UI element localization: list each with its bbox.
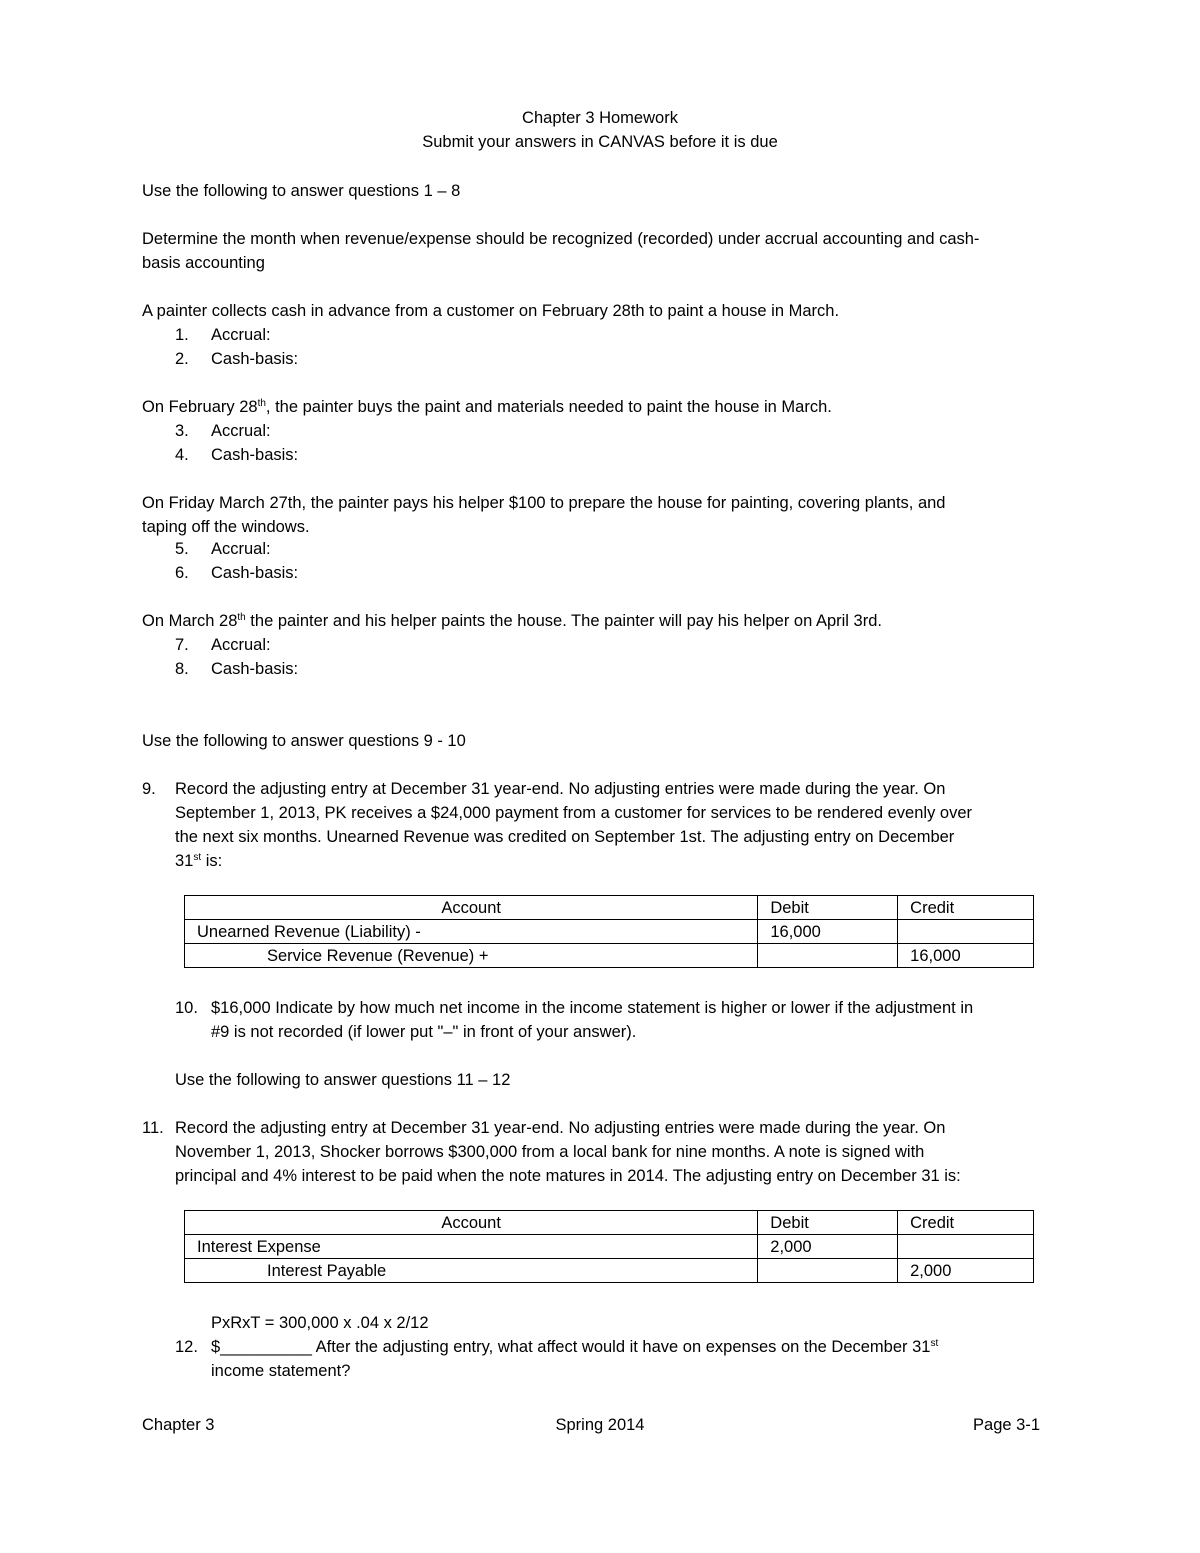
- account-cell: Interest Payable: [185, 1259, 758, 1283]
- item-label: Accrual:: [211, 326, 271, 344]
- page-title: Chapter 3 Homework: [522, 109, 678, 127]
- scenario-2-suffix: , the painter buys the paint and materials needed to paint the house in March.: [265, 398, 832, 416]
- table-row: [185, 920, 1034, 944]
- page-subtitle: Submit your answers in CANVAS before it is due: [422, 133, 778, 151]
- section-intro-1-8: Use the following to answer questions 1 – 8: [142, 182, 461, 200]
- section-intro-9-10: Use the following to answer questions 9 - 10: [142, 732, 466, 750]
- header-credit: Credit: [898, 896, 1034, 920]
- credit-cell: 2,000: [898, 1259, 1034, 1283]
- item-number: 2.: [175, 350, 189, 368]
- debit-cell: 16,000: [758, 920, 898, 944]
- question-10-number: 10.: [175, 999, 198, 1017]
- scenario-2: [142, 395, 832, 419]
- item-label: Accrual:: [211, 636, 271, 654]
- item-number: 8.: [175, 660, 189, 678]
- item-number: 4.: [175, 446, 189, 464]
- scenario-3-line-2: taping off the windows.: [142, 518, 310, 536]
- table-header-row: [185, 896, 1034, 920]
- q9-line-4-suffix: is:: [201, 852, 223, 870]
- scenario-4-suffix: the painter and his helper paints the house. The painter will pay his helper on April 3rd.: [245, 612, 882, 630]
- item-number: 3.: [175, 422, 189, 440]
- question-11-line-2: November 1, 2013, Shocker borrows $300,000 from a local bank for nine months. A note is signed with: [175, 1143, 925, 1161]
- question-9-line-2: September 1, 2013, PK receives a $24,000 payment from a customer for services to be rendered evenly over: [175, 804, 973, 822]
- section-intro-11-12: Use the following to answer questions 11 – 12: [175, 1071, 511, 1089]
- scenario-4-prefix: On March 28: [142, 612, 238, 630]
- credit-cell: [898, 920, 1034, 944]
- question-12-line-1: [211, 1335, 938, 1359]
- q12-line-1-sup: st: [930, 1338, 939, 1349]
- question-9-line-3: the next six months. Unearned Revenue was credited on September 1st. The adjusting entry on December: [175, 828, 955, 846]
- question-9-number: 9.: [142, 780, 156, 798]
- debit-cell: [758, 944, 898, 968]
- question-12-number: 12.: [175, 1338, 198, 1356]
- question-9-line-4: [175, 849, 222, 873]
- header-debit: Debit: [758, 1211, 898, 1235]
- footer-page-number: Page 3-1: [973, 1416, 1040, 1434]
- question-11-number: 11.: [142, 1119, 164, 1137]
- item-number: 5.: [175, 540, 189, 558]
- header-account: Account: [185, 1211, 758, 1235]
- item-number: 1.: [175, 326, 189, 344]
- scenario-4: [142, 609, 882, 633]
- account-cell: Unearned Revenue (Liability) -: [185, 920, 758, 944]
- item-label: Accrual:: [211, 422, 271, 440]
- journal-entry-table-q11: [184, 1210, 1034, 1283]
- credit-cell: 16,000: [898, 944, 1034, 968]
- header-account: Account: [185, 896, 758, 920]
- item-label: Cash-basis:: [211, 564, 299, 582]
- item-label: Cash-basis:: [211, 446, 299, 464]
- scenario-2-prefix: On February 28: [142, 398, 258, 416]
- table-row: [185, 944, 1034, 968]
- debit-cell: [758, 1259, 898, 1283]
- footer-chapter: Chapter 3: [142, 1416, 215, 1434]
- q9-line-4-sup: st: [193, 852, 202, 863]
- instruction-line-2: basis accounting: [142, 254, 265, 272]
- question-10-line-1: $16,000 Indicate by how much net income in the income statement is higher or lower if the adjustment in: [211, 999, 974, 1017]
- question-9-line-1: Record the adjusting entry at December 31 year-end. No adjusting entries were made during the year. On: [175, 780, 946, 798]
- item-label: Accrual:: [211, 540, 271, 558]
- account-cell: Service Revenue (Revenue) +: [185, 944, 758, 968]
- journal-entry-table-q9: [184, 895, 1034, 968]
- credit-cell: [898, 1235, 1034, 1259]
- table-header-row: [185, 1211, 1034, 1235]
- question-10-line-2: #9 is not recorded (if lower put "–" in front of your answer).: [211, 1023, 637, 1041]
- item-number: 7.: [175, 636, 189, 654]
- scenario-2-sup: th: [257, 398, 266, 409]
- footer-term: Spring 2014: [555, 1416, 645, 1434]
- item-number: 6.: [175, 564, 189, 582]
- q12-line-1-prefix: $__________ After the adjusting entry, what affect would it have on expenses on the December 31: [211, 1338, 931, 1356]
- account-cell: Interest Expense: [185, 1235, 758, 1259]
- scenario-1: A painter collects cash in advance from a customer on February 28th to paint a house in March.: [142, 302, 840, 320]
- question-12-line-2: income statement?: [211, 1362, 351, 1380]
- interest-formula: PxRxT = 300,000 x .04 x 2/12: [211, 1314, 429, 1332]
- q9-line-4-prefix: 31: [175, 852, 194, 870]
- table-row: [185, 1259, 1034, 1283]
- instruction-line-1: Determine the month when revenue/expense should be recognized (recorded) under accrual accounting and cash-: [142, 230, 980, 248]
- question-11-line-1: Record the adjusting entry at December 31 year-end. No adjusting entries were made during the year. On: [175, 1119, 946, 1137]
- scenario-4-sup: th: [237, 612, 246, 623]
- question-11-line-3: principal and 4% interest to be paid when the note matures in 2014. The adjusting entry on December 31 is:: [175, 1167, 961, 1185]
- table-row: [185, 1235, 1034, 1259]
- item-label: Cash-basis:: [211, 350, 299, 368]
- item-label: Cash-basis:: [211, 660, 299, 678]
- header-credit: Credit: [898, 1211, 1034, 1235]
- debit-cell: 2,000: [758, 1235, 898, 1259]
- header-debit: Debit: [758, 896, 898, 920]
- scenario-3-line-1: On Friday March 27th, the painter pays his helper $100 to prepare the house for painting, covering plants, and: [142, 494, 946, 512]
